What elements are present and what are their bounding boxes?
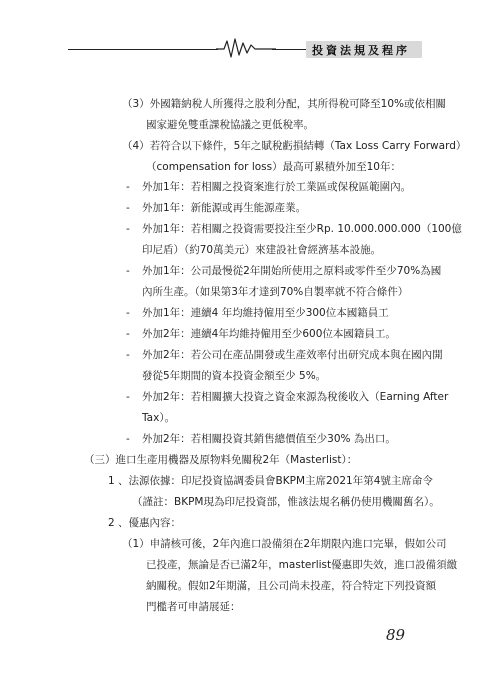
text-line: （4）若符合以下條件，5年之賦稅虧損結轉（Tax Loss Carry Forward）: [122, 140, 467, 152]
text-line: （謹註：BKPM現為印尼投資部，惟該法規名稱仍使用機關舊名）。: [132, 496, 440, 508]
list-item: 外加1年：若相關之投資案進行於工業區或保稅區範圍內。: [142, 181, 412, 193]
bullet-dash: -: [126, 181, 130, 193]
bullet-dash: -: [126, 391, 130, 403]
bullet-dash: -: [126, 433, 130, 445]
list-item-continuation: 印尼盾）（約70萬美元）來建設社會經濟基本設施。: [142, 244, 382, 256]
bullet-dash: -: [126, 328, 130, 340]
section-heading: （三）進口生產用機器及原物料免關稅2年（Masterlist）：: [84, 454, 358, 466]
bullet-dash: -: [126, 349, 130, 361]
header-title: 投資法規及程序: [312, 44, 410, 57]
bullet-dash: -: [126, 265, 130, 277]
list-item: 外加1年：新能源或再生能源產業。: [142, 202, 307, 214]
text-line: 門檻者可申請展延：: [146, 601, 241, 613]
text-line: （1）申請核可後，2年內進口設備須在2年期限內進口完畢，假如公司: [122, 538, 447, 550]
list-item: 外加2年：若相關投資其銷售總價值至少30% 為出口。: [142, 433, 396, 445]
page-number: 89: [386, 626, 406, 644]
text-line: （3）外國籍納稅人所獲得之股利分配，其所得稅可降至10%或依相關: [122, 98, 447, 110]
bullet-dash: -: [126, 223, 130, 235]
text-line: 已投產，無論是否已滿2年，masterlist優惠即失效，進口設備須繳: [146, 559, 458, 571]
list-item-continuation: Tax）。: [142, 412, 176, 424]
list-item-continuation: 內所生產。（如果第3年才達到70%自製率就不符合條件）: [142, 286, 409, 298]
text-line: （compensation for loss）最高可累積外加至10年：: [146, 161, 401, 173]
text-line: 納關稅。假如2年期滿，且公司尚未投產，符合特定下列投資額: [146, 580, 437, 592]
list-item: 外加2年：若相關擴大投資之資金來源為稅後收入（Earning After: [142, 391, 449, 403]
text-line: 2 、優惠內容：: [108, 517, 182, 529]
list-item-continuation: 發從5年期間的資本投資金額至少 5%。: [142, 370, 327, 382]
text-line: 國家避免雙重課稅協議之更低稅率。: [146, 119, 314, 131]
text-line: 1 、法源依據：印尼投資協調委員會BKPM主席2021年第4號主席命令: [108, 475, 433, 487]
list-item: 外加2年：連續4年均維持僱用至少600位本國籍員工。: [142, 328, 396, 340]
list-item: 外加2年：若公司在產品開發或生產效率付出研究成本與在國內開: [142, 349, 443, 361]
pulse-line-icon: [216, 36, 276, 60]
bullet-dash: -: [126, 307, 130, 319]
list-item: 外加1年：連續4 年均維持僱用至少300位本國籍員工: [142, 307, 389, 319]
bullet-dash: -: [126, 202, 130, 214]
list-item: 外加1年：公司最慢從2年開始所使用之原料或零件至少70%為國: [142, 265, 442, 277]
list-item: 外加1年：若相關之投資需要投注至少Rp. 10.000.000.000（100億: [142, 223, 462, 235]
header-rule-left: [68, 49, 218, 50]
